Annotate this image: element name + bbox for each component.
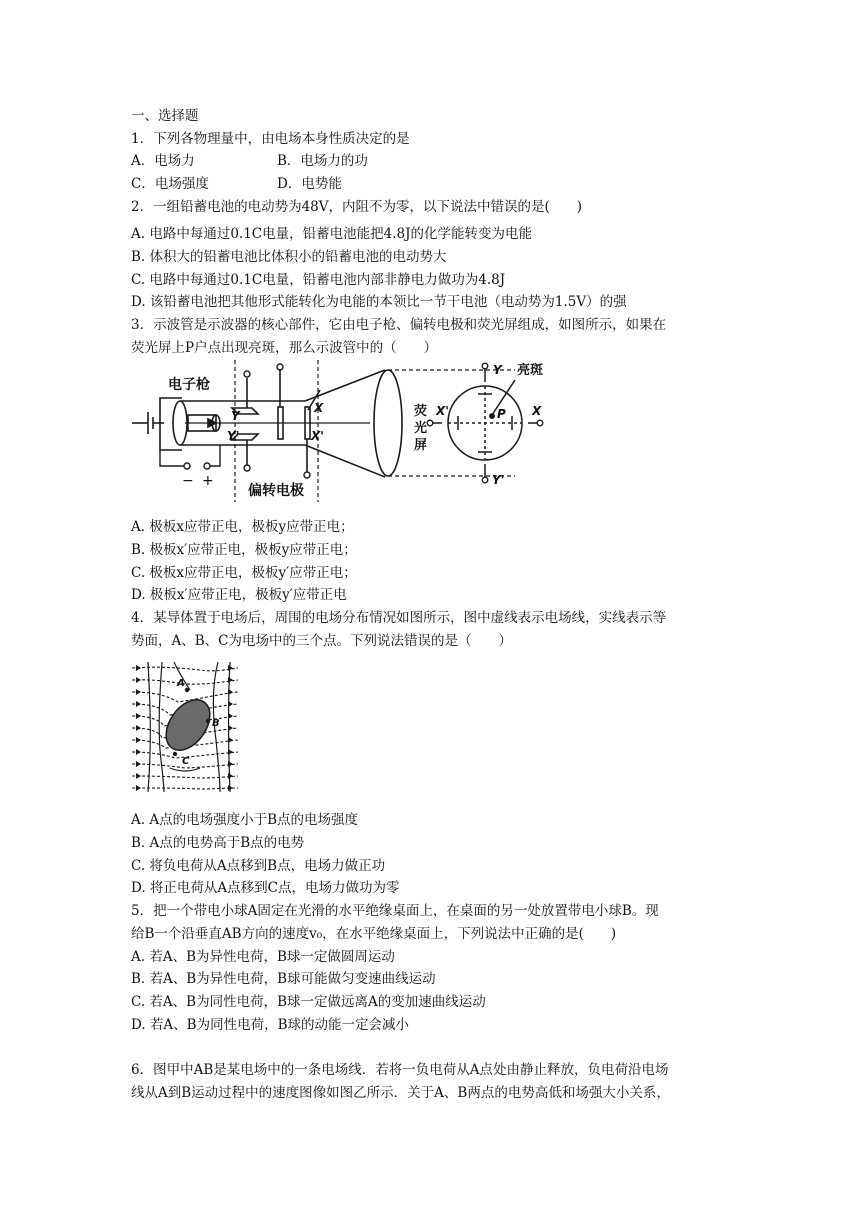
label-screen-3: 屏 xyxy=(414,438,428,453)
label-electron-gun: 电子枪 xyxy=(168,377,210,393)
q4-option-a: A. A点的电场强度小于B点的电场强度 xyxy=(131,812,359,828)
label-screen-2: 光 xyxy=(414,421,428,436)
q1-option-d: D．电势能 xyxy=(277,176,342,192)
q1-option-c: C．电场强度 xyxy=(131,176,209,192)
label-bright-spot: 亮斑 xyxy=(517,363,544,378)
q2-option-c: C. 电路中每通过0.1C电量，铅蓄电池内部非静电力做功为4.8J xyxy=(131,272,506,288)
label-point-b: B xyxy=(212,718,220,729)
label-y-plate: Y xyxy=(231,409,240,423)
q5-option-a: A. 若A、B为异性电荷，B球一定做圆周运动 xyxy=(131,949,395,965)
q2-option-a: A. 电路中每通过0.1C电量，铅蓄电池能把4.8J的化学能转变为电能 xyxy=(131,226,533,242)
label-minus-terminal: − xyxy=(182,473,194,489)
q2-option-b: B. 体积大的铅蓄电池比体积小的铅蓄电池的电动势大 xyxy=(131,249,447,265)
q5-option-b: B. 若A、B为异性电荷，B球可能做匀变速曲线运动 xyxy=(131,971,436,987)
q1-option-a: A．电场力 xyxy=(131,153,195,169)
label-screen-y: Y xyxy=(493,363,502,377)
label-point-c: C xyxy=(182,756,190,767)
label-point-p: P xyxy=(497,407,506,421)
q5-stem-line-1: 5．把一个带电小球A固定在光滑的水平绝缘桌面上，在桌面的另一处放置带电小球B。现 xyxy=(131,903,659,919)
q5-stem-line-2: 给B一个沿垂直AB方向的速度v₀，在水平绝缘桌面上，下列说法中正确的是( ) xyxy=(131,926,617,942)
label-screen-x: X xyxy=(532,404,542,418)
q1-option-b: B．电场力的功 xyxy=(277,153,368,169)
oscilloscope-tube-figure xyxy=(130,360,550,505)
q3-stem-line-2: 荧光屏上P户点出现亮斑，那么示波管中的（ ） xyxy=(131,340,438,356)
q3-option-b: B. 极板x′应带正电，极板y应带正电； xyxy=(131,542,357,558)
q4-stem-line-2: 势面，A、B、C为电场中的三个点。下列说法错误的是（ ） xyxy=(131,633,512,649)
q3-option-a: A. 极板x应带正电，极板y应带正电； xyxy=(131,519,354,535)
label-screen-y-prime: Y' xyxy=(492,473,505,487)
label-screen-x-prime: X' xyxy=(436,404,449,418)
label-deflection-electrodes: 偏转电极 xyxy=(248,483,304,499)
q6-stem-line-2: 线从A到B运动过程中的速度图像如图乙所示．关于A、B两点的电势高低和场强大小关系， xyxy=(131,1085,670,1101)
q2-stem: 2．一组铅蓄电池的电动势为48V，内阻不为零，以下说法中错误的是( ) xyxy=(131,199,583,215)
q3-option-c: C. 极板x应带正电，极板y′应带正电； xyxy=(131,565,357,581)
label-screen-1: 荧 xyxy=(414,404,428,419)
q4-option-c: C. 将负电荷从A点移到B点，电场力做正功 xyxy=(131,858,386,874)
section-title: 一、选择题 xyxy=(131,108,199,124)
q2-option-d: D. 该铅蓄电池把其他形式能转化为电能的本领比一节干电池（电动势为1.5V）的强 xyxy=(131,294,627,310)
q5-option-c: C. 若A、B为同性电荷，B球一定做远离A的变加速曲线运动 xyxy=(131,994,486,1010)
q3-option-d: D. 极板x′应带正电，极板y′应带正电 xyxy=(131,587,347,603)
q4-stem-line-1: 4．某导体置于电场后，周围的电场分布情况如图所示，图中虚线表示电场线，实线表示等 xyxy=(131,610,667,626)
conductor-field-figure xyxy=(130,660,240,795)
q3-stem-line-1: 3．示波管是示波器的核心部件，它由电子枪、偏转电极和荧光屏组成，如图所示，如果在 xyxy=(131,317,667,333)
label-plus-terminal: + xyxy=(202,473,214,489)
label-y-prime-plate: Y' xyxy=(227,429,240,443)
q5-option-d: D. 若A、B为同性电荷，B球的动能一定会减小 xyxy=(131,1017,410,1033)
q4-option-d: D. 将正电荷从A点移到C点，电场力做功为零 xyxy=(131,880,400,896)
label-point-a: A xyxy=(177,678,185,689)
q4-option-b: B. A点的电势高于B点的电势 xyxy=(131,835,305,851)
q6-stem-line-1: 6．图甲中AB是某电场中的一条电场线．若将一负电荷从A点处由静止释放，负电荷沿电场 xyxy=(131,1062,669,1078)
q1-stem: 1．下列各物理量中，由电场本身性质决定的是 xyxy=(131,131,410,147)
label-x-prime-plate: X' xyxy=(311,429,324,443)
label-x-plate: X xyxy=(314,401,324,415)
